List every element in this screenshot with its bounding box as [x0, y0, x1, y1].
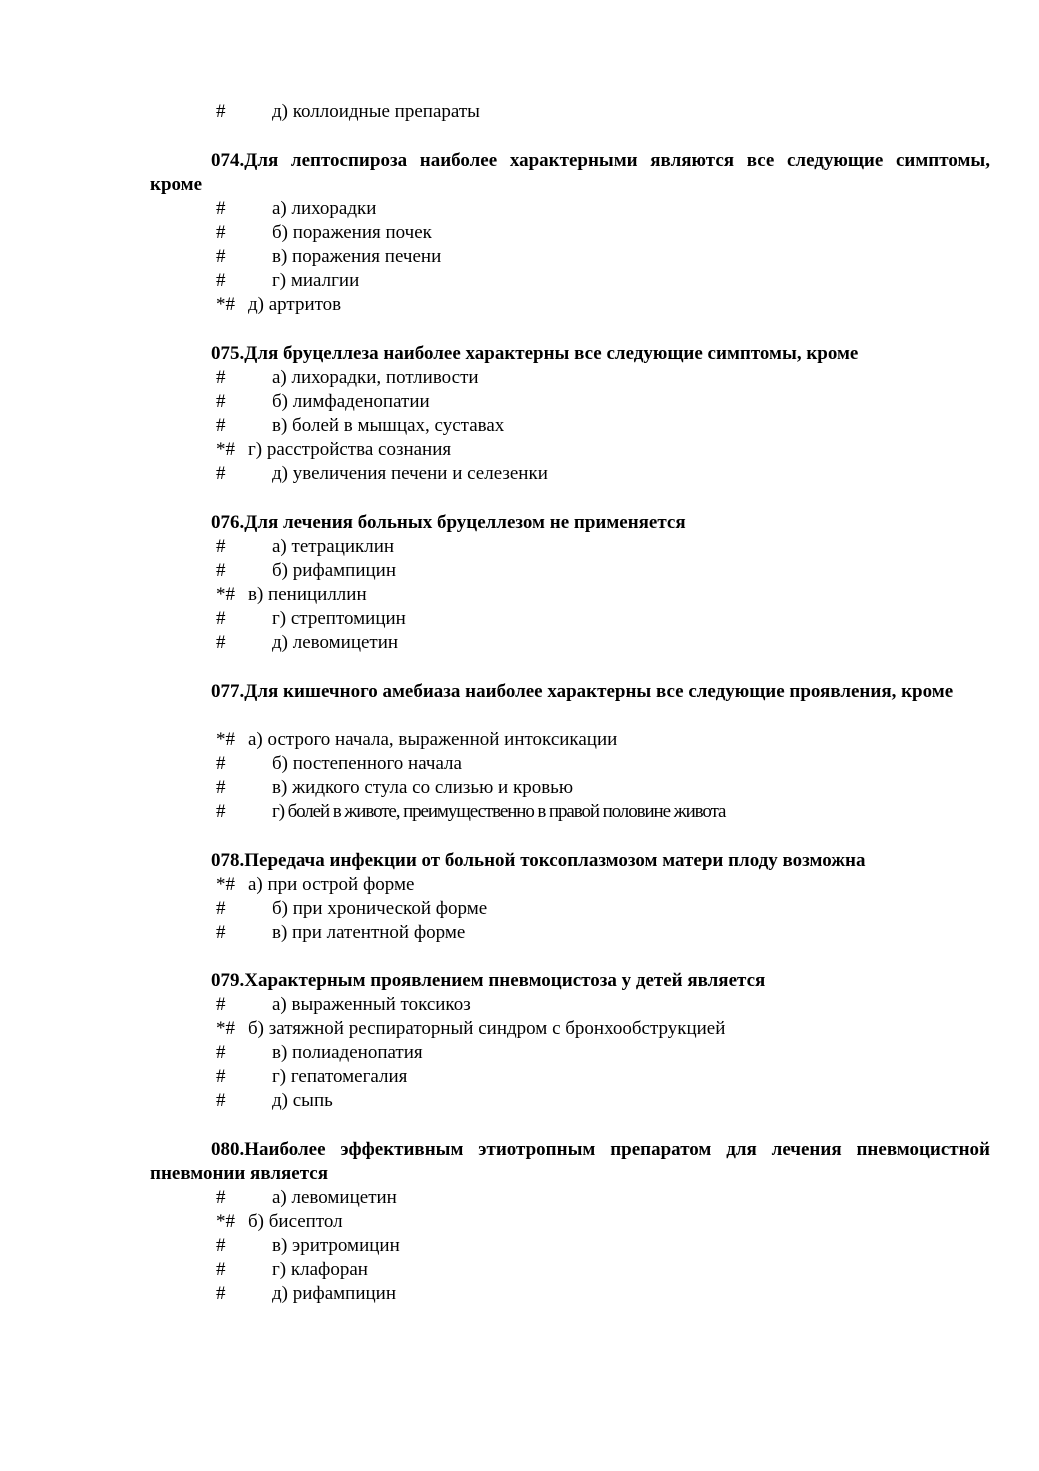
option-text: д) левомицетин: [272, 632, 399, 653]
option-marker: #: [216, 1235, 226, 1256]
correct-option-marker: *#: [216, 584, 235, 605]
option-marker: #: [216, 1259, 226, 1280]
option-text: а) тетрациклин: [272, 536, 395, 557]
option-text: г) миалгии: [272, 270, 360, 291]
option-marker: #: [216, 463, 226, 484]
option-marker: #: [216, 1187, 226, 1208]
option-marker: #: [216, 922, 226, 943]
option-text: в) полиаденопатия: [272, 1042, 423, 1063]
option-marker: #: [216, 222, 226, 243]
option-marker: #: [216, 391, 226, 412]
option-marker: #: [216, 777, 226, 798]
option-marker: #: [216, 608, 226, 629]
correct-option-text: а) острого начала, выраженной интоксикации: [248, 729, 618, 750]
correct-option-text: д) артритов: [248, 294, 342, 315]
correct-option-text: а) при острой форме: [248, 874, 415, 895]
option-text: г) болей в животе, преимущественно в правой половине живота: [272, 801, 726, 822]
option-marker: #: [216, 101, 226, 122]
option-marker: #: [216, 536, 226, 557]
question-080-title: 080.Наиболее эффективным этиотропным препаратом для лечения пневмоцистной пневмонии является: [150, 1139, 990, 1184]
option-text: г) стрептомицин: [272, 608, 406, 629]
correct-option-marker: *#: [216, 439, 235, 460]
option-text: а) левомицетин: [272, 1187, 397, 1208]
option-marker: #: [216, 753, 226, 774]
option-marker: #: [216, 1090, 226, 1111]
question-074-title: 074.Для лептоспироза наиболее характерными являются все следующие симптомы, кроме: [150, 150, 990, 195]
option-text: г) гепатомегалия: [272, 1066, 408, 1087]
option-marker: #: [216, 1042, 226, 1063]
option-marker: #: [216, 246, 226, 267]
option-text: б) постепенного начала: [272, 753, 462, 774]
option-marker: #: [216, 198, 226, 219]
question-079-title: 079.Характерным проявлением пневмоцистоза у детей является: [211, 970, 766, 991]
option-marker: #: [216, 560, 226, 581]
option-text: в) болей в мышцах, суставах: [272, 415, 505, 436]
correct-option-marker: *#: [216, 874, 235, 895]
option-text: в) поражения печени: [272, 246, 442, 267]
correct-option-marker: *#: [216, 729, 235, 750]
option-text: б) рифампицин: [272, 560, 397, 581]
correct-option-text: б) бисептол: [248, 1211, 343, 1232]
option-text: д) коллоидные препараты: [272, 101, 480, 122]
option-text: а) лихорадки, потливости: [272, 367, 479, 388]
option-marker: #: [216, 994, 226, 1015]
question-075-title: 075.Для бруцеллеза наиболее характерны все следующие симптомы, кроме: [211, 343, 859, 364]
option-text: г) клафоран: [272, 1259, 368, 1280]
option-marker: #: [216, 1066, 226, 1087]
option-text: д) увеличения печени и селезенки: [272, 463, 548, 484]
correct-option-text: г) расстройства сознания: [248, 439, 452, 460]
correct-option-text: в) пенициллин: [248, 584, 367, 605]
option-marker: #: [216, 801, 226, 822]
option-marker: #: [216, 632, 226, 653]
question-076-title: 076.Для лечения больных бруцеллезом не применяется: [211, 512, 686, 533]
option-marker: #: [216, 898, 226, 919]
option-text: в) эритромицин: [272, 1235, 400, 1256]
option-text: а) лихорадки: [272, 198, 377, 219]
option-text: б) лимфаденопатии: [272, 391, 430, 412]
correct-option-marker: *#: [216, 1018, 235, 1039]
correct-option-marker: *#: [216, 1211, 235, 1232]
question-077-title: 077.Для кишечного амебиаза наиболее характерны все следующие проявления, кроме: [211, 681, 954, 702]
option-text: а) выраженный токсикоз: [272, 994, 471, 1015]
option-text: б) при хронической форме: [272, 898, 488, 919]
option-marker: #: [216, 270, 226, 291]
option-text: д) сыпь: [272, 1090, 333, 1111]
question-078-title: 078.Передача инфекции от больной токсоплазмозом матери плоду возможна: [211, 850, 866, 871]
option-marker: #: [216, 1283, 226, 1304]
option-text: б) поражения почек: [272, 222, 432, 243]
correct-option-marker: *#: [216, 294, 235, 315]
option-text: д) рифампицин: [272, 1283, 397, 1304]
option-text: в) при латентной форме: [272, 922, 466, 943]
option-marker: #: [216, 367, 226, 388]
option-text: в) жидкого стула со слизью и кровью: [272, 777, 574, 798]
correct-option-text: б) затяжной респираторный синдром с бронхообструкцией: [248, 1018, 726, 1039]
option-marker: #: [216, 415, 226, 436]
